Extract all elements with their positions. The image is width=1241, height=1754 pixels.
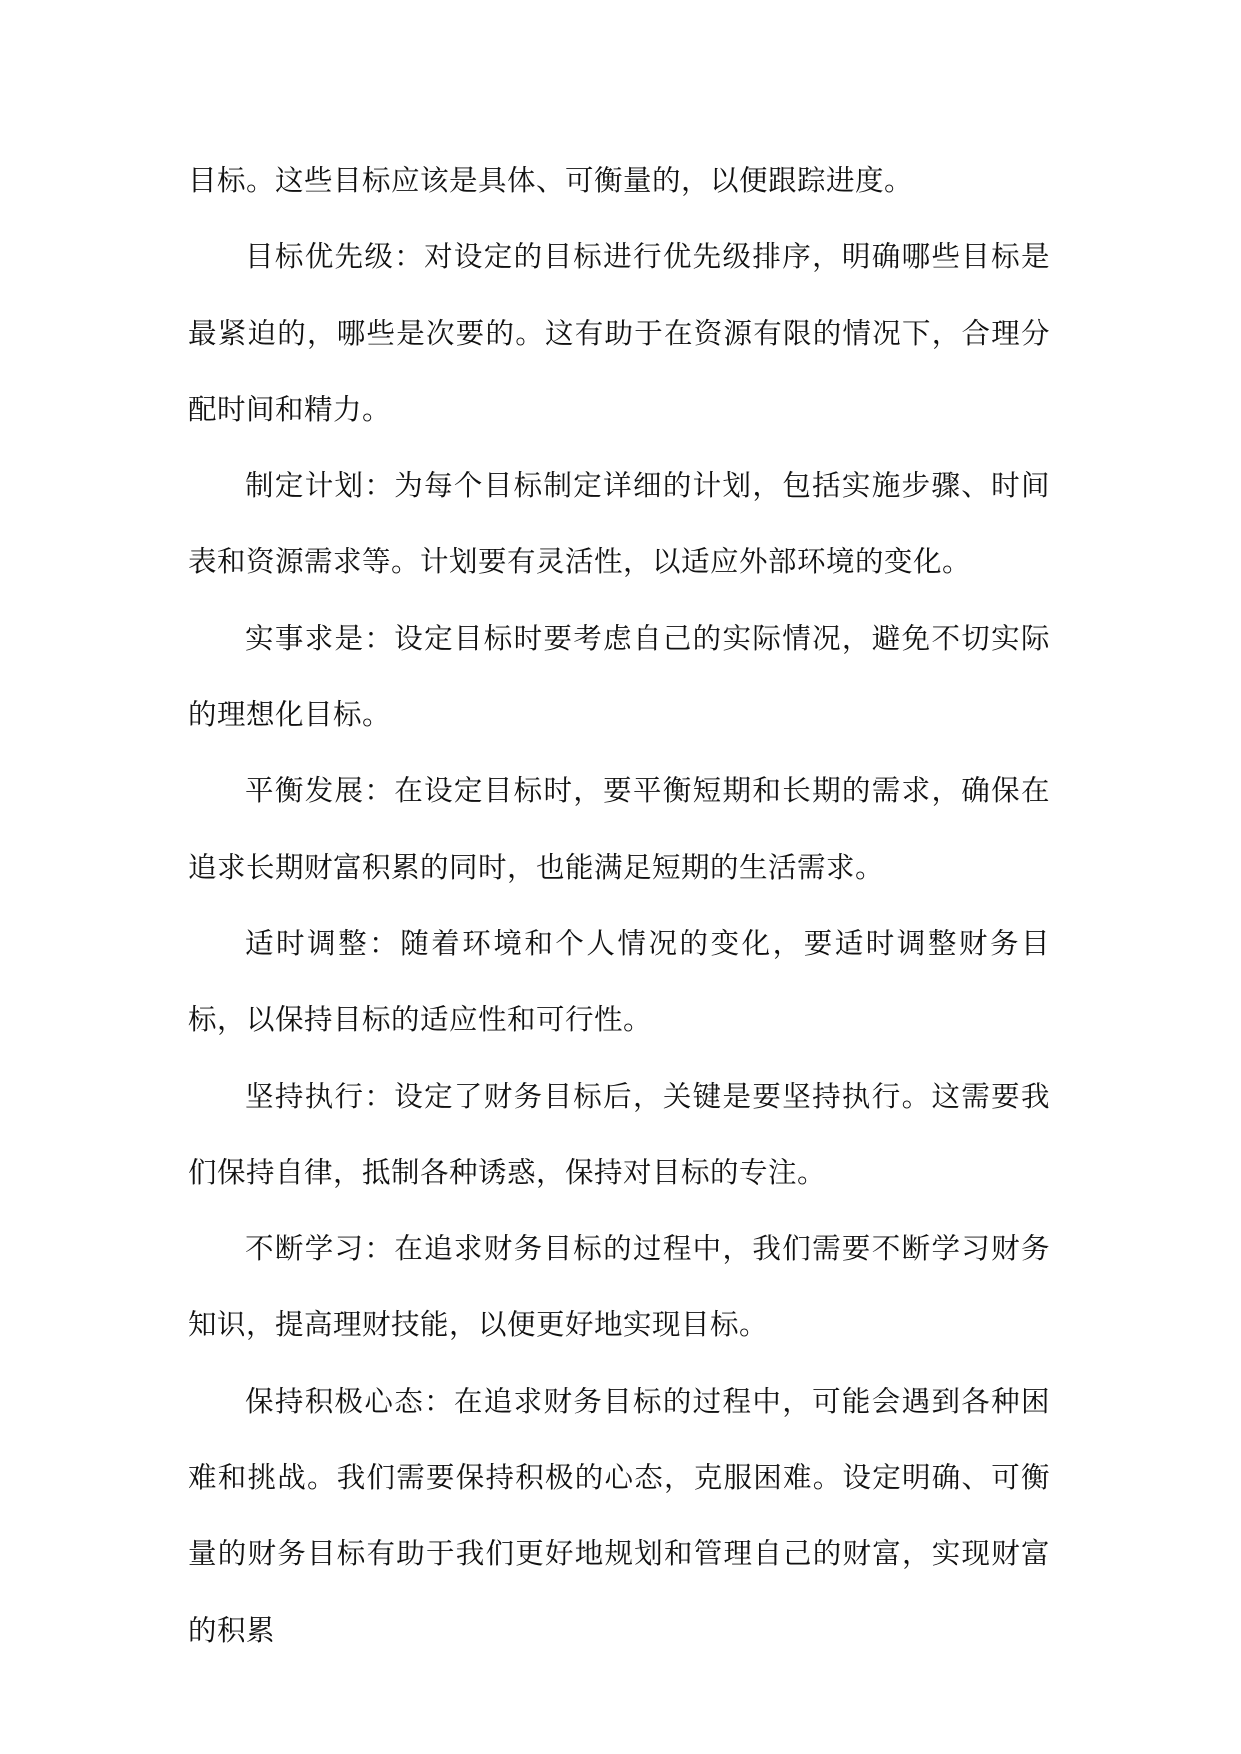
- paragraph-positive-mindset: 保持积极心态：在追求财务目标的过程中，可能会遇到各种困难和挑战。我们需要保持积极的心态，克服困难。设定明确、可衡量的财务目标有助于我们更好地规划和管理自己的财富，实现财富的积累: [188, 1384, 1050, 1647]
- paragraph-goal-summary: 目标。这些目标应该是具体、可衡量的，以便跟踪进度。: [188, 164, 914, 197]
- paragraph-goal-priority: 目标优先级：对设定的目标进行优先级排序，明确哪些目标是最紧迫的，哪些是次要的。这有助于在资源有限的情况下，合理分配时间和精力。: [188, 240, 1050, 426]
- paragraph-make-plan: 制定计划：为每个目标制定详细的计划，包括实施步骤、时间表和资源需求等。计划要有灵活性，以适应外部环境的变化。: [188, 469, 1050, 579]
- paragraph-continuous-learning: 不断学习：在追求财务目标的过程中，我们需要不断学习财务知识，提高理财技能，以便更好地实现目标。: [188, 1232, 1050, 1342]
- paragraph-timely-adjustment: 适时调整：随着环境和个人情况的变化，要适时调整财务目标，以保持目标的适应性和可行性。: [188, 926, 1050, 1037]
- paragraph-be-realistic: 实事求是：设定目标时要考虑自己的实际情况，避免不切实际的理想化目标。: [188, 621, 1050, 732]
- paragraph-persistent-execution: 坚持执行：设定了财务目标后，关键是要坚持执行。这需要我们保持自律，抵制各种诱惑，保持对目标的专注。: [188, 1079, 1050, 1189]
- paragraph-balanced-development: 平衡发展：在设定目标时，要平衡短期和长期的需求，确保在追求长期财富积累的同时，也能满足短期的生活需求。: [188, 774, 1050, 884]
- document-body: [188, 143, 1050, 1669]
